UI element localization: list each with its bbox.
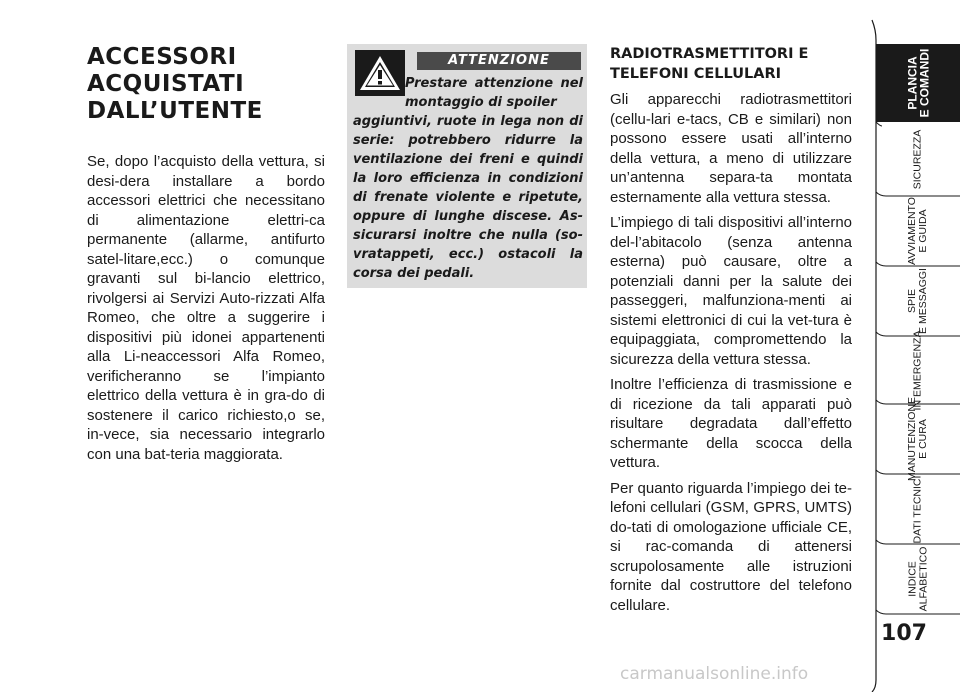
tab-dati-tecnici[interactable] [876,474,960,544]
tab-manutenzione-e-cura[interactable] [876,397,960,481]
warning-text [353,74,583,283]
paragraph: Gli apparecchi radiotrasmettitori (cellu-lari e-tacs, CB e similari) non possono essere usati all’interno della vettura, a meno di utilizzare un’antenna separa-ta montata esternamente alla vettura stessa. [610,91,852,206]
title-line: RADIOTRASMETTITORI E [610,46,809,62]
tab-label: INDICE ALFABETICO [906,546,929,612]
warning-box [347,44,587,288]
tab-label: IN EMERGENZA [911,330,924,410]
tab-label: AVVIAMENTO E GUIDA [905,197,929,265]
warning-title: ATTENZIONE [417,52,581,70]
title-line: TELEFONI CELLULARI [610,66,782,82]
section-title-accessori [87,44,337,125]
watermark: carmanualsonline.info [620,664,809,684]
tab-avviamento-e-guida[interactable] [876,196,960,266]
paragraph: L’impiego di tali dispositivi all’interno del-l’abitacolo (senza antenna esterna) può causare, oltre a potenziali danni per la salute dei passeggeri, malfunziona-menti ai sistemi elettronici di cui la vet-tura è equipaggiata, compromettendo la sicurezza della vettura stessa. [610,214,852,368]
title-line: DALL’UTENTE [87,98,263,124]
radio-section [610,44,852,621]
page-number: 107 [881,621,927,646]
title-line: ACCESSORI [87,44,237,70]
tab-plancia-e-comandi[interactable] [876,46,960,120]
tab-label: PLANCIA E COMANDI [904,48,931,118]
tab-indice-alfabetico[interactable] [876,544,960,614]
intro-paragraph: Se, dopo l’acquisto della vettura, si desi-dera installare a bordo accessori elettrici che necessitano di alimentazione elettri-ca permanente (allarme, antifurto satel-litare,ecc.) o comunque gravanti sul bi-lancio elettrico, rivolgersi ai Servizi Auto-rizzati Alfa Romeo, che oltre a suggerire i dispositivi più idonei appartenenti alla Li-neaccessori Alfa Romeo, verificheranno se l’impianto elettrico della vettura è in gra-do di sostenere il carico richiesto,o se, in-vece, sia necessario integrarlo con una bat-teria maggiorata. [87,153,325,463]
tab-label: SICUREZZA [911,129,924,189]
tab-in-emergenza[interactable] [876,330,960,410]
warning-text-rest: aggiuntivi, ruote in lega non di serie: potrebbero ridurre la ventilazione dei freni e quindi la loro efficienza in condizioni di frenate violente e ripetute, oppure di lunghe discese. As-sicurarsi inoltre che nulla (so-vratappeti, ecc.) ostacoli la corsa dei pedali. [353,114,583,281]
section-title-radio [610,44,852,84]
warning-text-first: Prestare attenzione nel montaggio di spoiler [405,76,583,110]
paragraph: Per quanto riguarda l’impiego dei te-lefoni cellulari (GSM, GPRS, UMTS) do-tati di omologazione ufficiale CE, si rac-comanda di attenersi scrupolosamente alle istruzioni fornite dal costruttore del telefono cellulare. [610,479,852,614]
tab-label: DATI TECNICI [911,475,924,543]
tab-sicurezza[interactable] [876,124,960,194]
paragraph: Inoltre l’efficienza di trasmissione e di ricezione da tali apparati può risultare degradata dall’effetto schermante della scocca della vettura. [610,376,852,471]
tab-spie-e-messaggi[interactable] [876,266,960,336]
tab-label: MANUTENZIONE E CURA [906,397,929,481]
tab-label: SPIE E MESSAGGI [906,268,929,334]
title-line: ACQUISTATI [87,71,245,97]
